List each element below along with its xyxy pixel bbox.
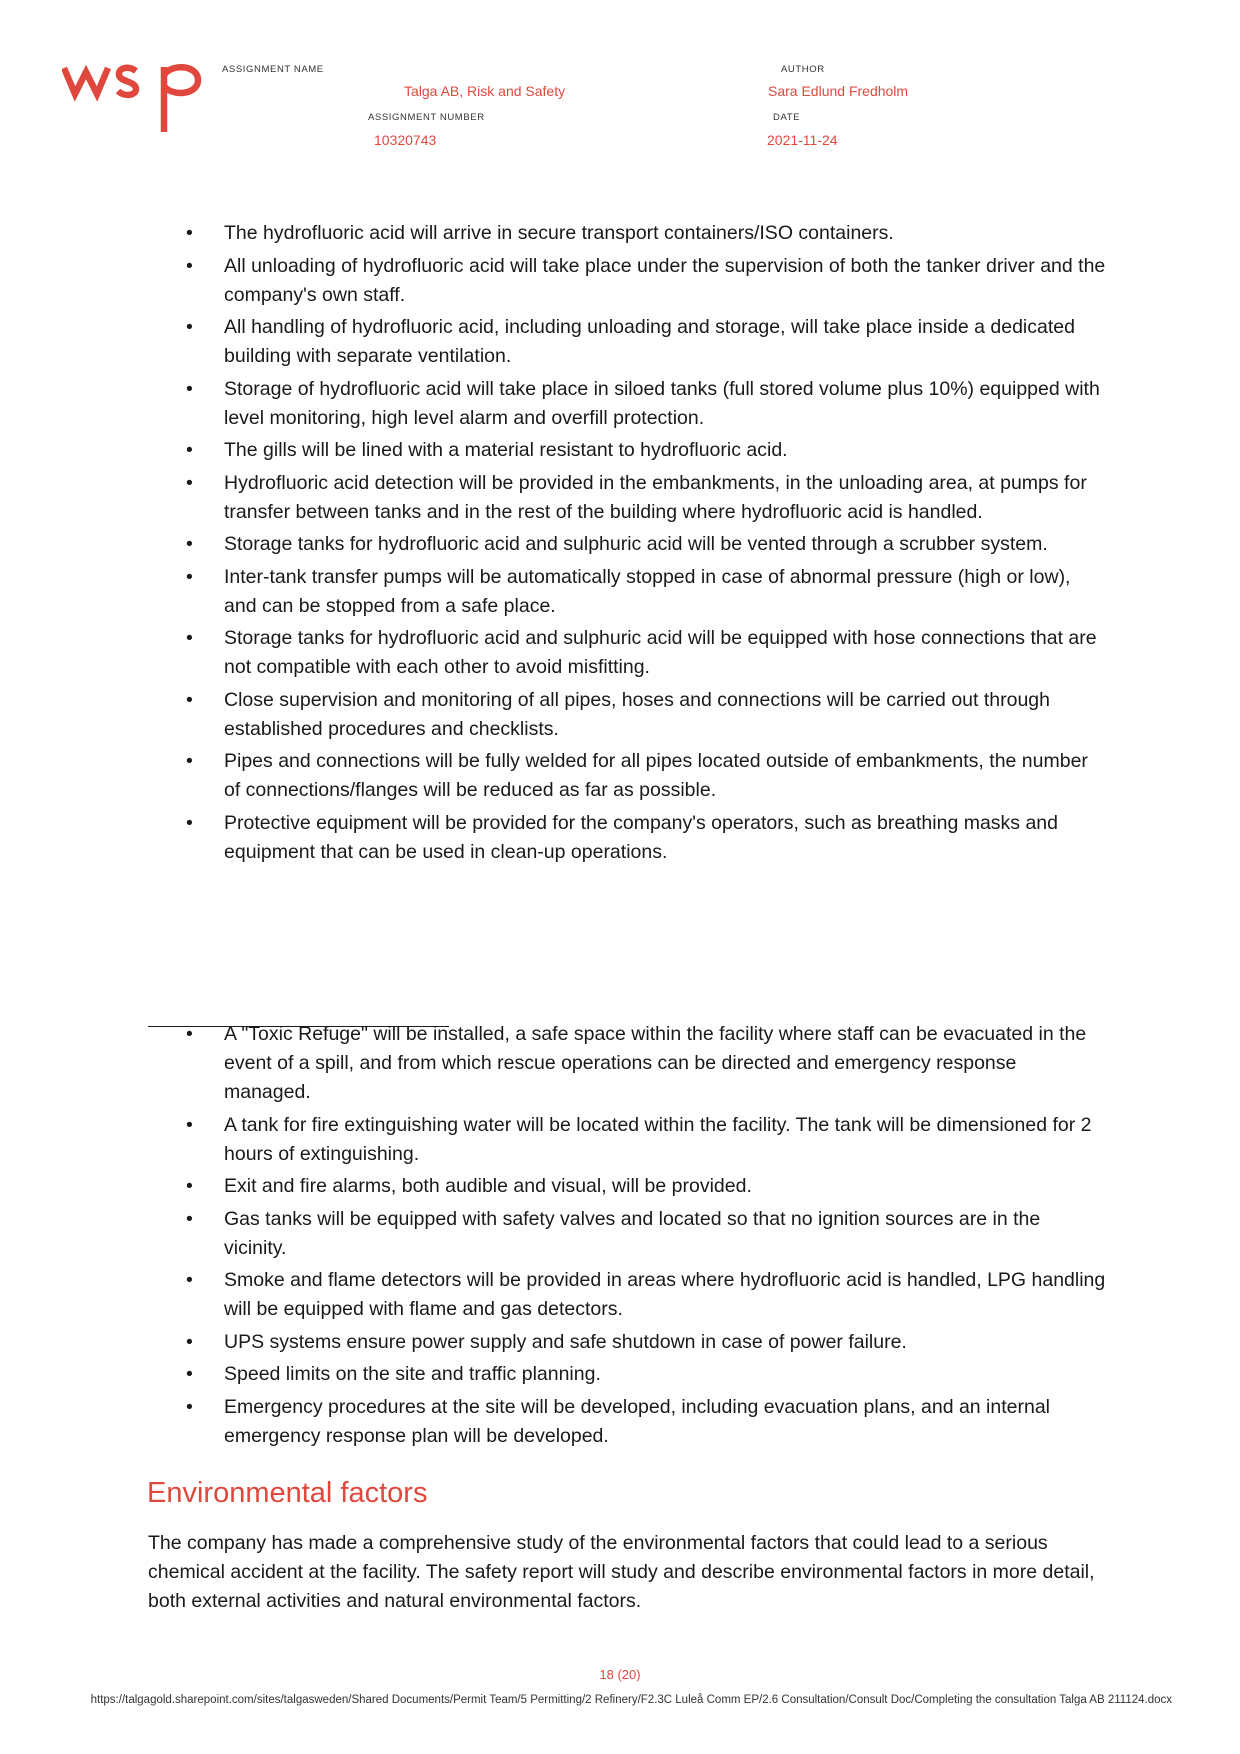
date-value: 2021-11-24 [767,132,838,148]
assignment-number-label: ASSIGNMENT NUMBER [368,112,485,123]
list-item: • Storage of hydrofluoric acid will take place in siloed tanks (full stored volume plus 10%) equipped with level monitoring, high level alarm and overfill protection. [148,375,1108,433]
list-item: • A tank for fire extinguishing water will be located within the facility. The tank will be dimensioned for 2 hours of extinguishing. [148,1111,1108,1169]
assignment-number-value: 10320743 [374,132,437,148]
list-item: • Pipes and connections will be fully welded for all pipes located outside of embankments, the number of connections/flanges will be reduced as far as possible. [148,747,1108,805]
section-heading: Environmental factors [147,1477,428,1509]
assignment-name-label: ASSIGNMENT NAME [222,64,324,75]
wsp-logo-icon [62,58,204,134]
assignment-name-value: Talga AB, Risk and Safety [404,83,566,99]
list-item: • Hydrofluoric acid detection will be provided in the embankments, in the unloading area, at pumps for transfer between tanks and in the rest of the building where hydrofluoric acid is handled. [148,469,1108,527]
date-label: DATE [773,112,801,123]
list-item: • Close supervision and monitoring of all pipes, hoses and connections will be carried out through established procedures and checklists. [148,686,1108,744]
list-item: • UPS systems ensure power supply and safe shutdown in case of power failure. [148,1328,1108,1357]
list-item: • The hydrofluoric acid will arrive in secure transport containers/ISO containers. [148,219,1108,248]
list-item: • Inter-tank transfer pumps will be automatically stopped in case of abnormal pressure (high or low), and can be stopped from a safe place. [148,563,1108,621]
author-label: AUTHOR [781,64,825,75]
list-item: • All unloading of hydrofluoric acid will take place under the supervision of both the tanker driver and the company's own staff. [148,252,1108,310]
list-item: • Emergency procedures at the site will be developed, including evacuation plans, and an internal emergency response plan will be developed. [148,1393,1108,1451]
section-paragraph: The company has made a comprehensive study of the environmental factors that could lead to a serious chemical accident at the facility. The safety report will study and describe environmental factors in more detail, both external activities and natural environmental factors. [148,1532,1095,1612]
list-item: • A "Toxic Refuge" will be installed, a safe space within the facility where staff can be evacuated in the event of a spill, and from which rescue operations can be directed and emergency response managed. [148,1020,1108,1107]
list-item: • Storage tanks for hydrofluoric acid and sulphuric acid will be equipped with hose connections that are not compatible with each other to avoid misfitting. [148,624,1108,682]
list-item: • Protective equipment will be provided for the company's operators, such as breathing masks and equipment that can be used in clean-up operations. [148,809,1108,867]
author-value: Sara Edlund Fredholm [768,83,909,99]
list-item: • Storage tanks for hydrofluoric acid and sulphuric acid will be vented through a scrubber system. [148,530,1108,559]
list-item: • Exit and fire alarms, both audible and visual, will be provided. [148,1172,1108,1201]
list-item: • Smoke and flame detectors will be provided in areas where hydrofluoric acid is handled, LPG handling will be equipped with flame and gas detectors. [148,1266,1108,1324]
safety-measures-list [148,219,1108,870]
list-item: • Gas tanks will be equipped with safety valves and located so that no ignition sources are in the vicinity. [148,1205,1108,1263]
safety-measures-list-continued [148,1020,1108,1454]
list-item: • Speed limits on the site and traffic planning. [148,1360,1108,1389]
document-path: https://talgagold.sharepoint.com/sites/talgasweden/Shared Documents/Permit Team/5 Permitting/2 Refinery/F2.3C Luleå Comm EP/2.6 Consultation/Consult Doc/Completing the consultation Talga AB 211124.docx [90,1694,1172,1706]
page-number: 18 (20) [599,1667,641,1682]
list-item: • The gills will be lined with a material resistant to hydrofluoric acid. [148,436,1108,465]
list-item: • All handling of hydrofluoric acid, including unloading and storage, will take place inside a dedicated building with separate ventilation. [148,313,1108,371]
